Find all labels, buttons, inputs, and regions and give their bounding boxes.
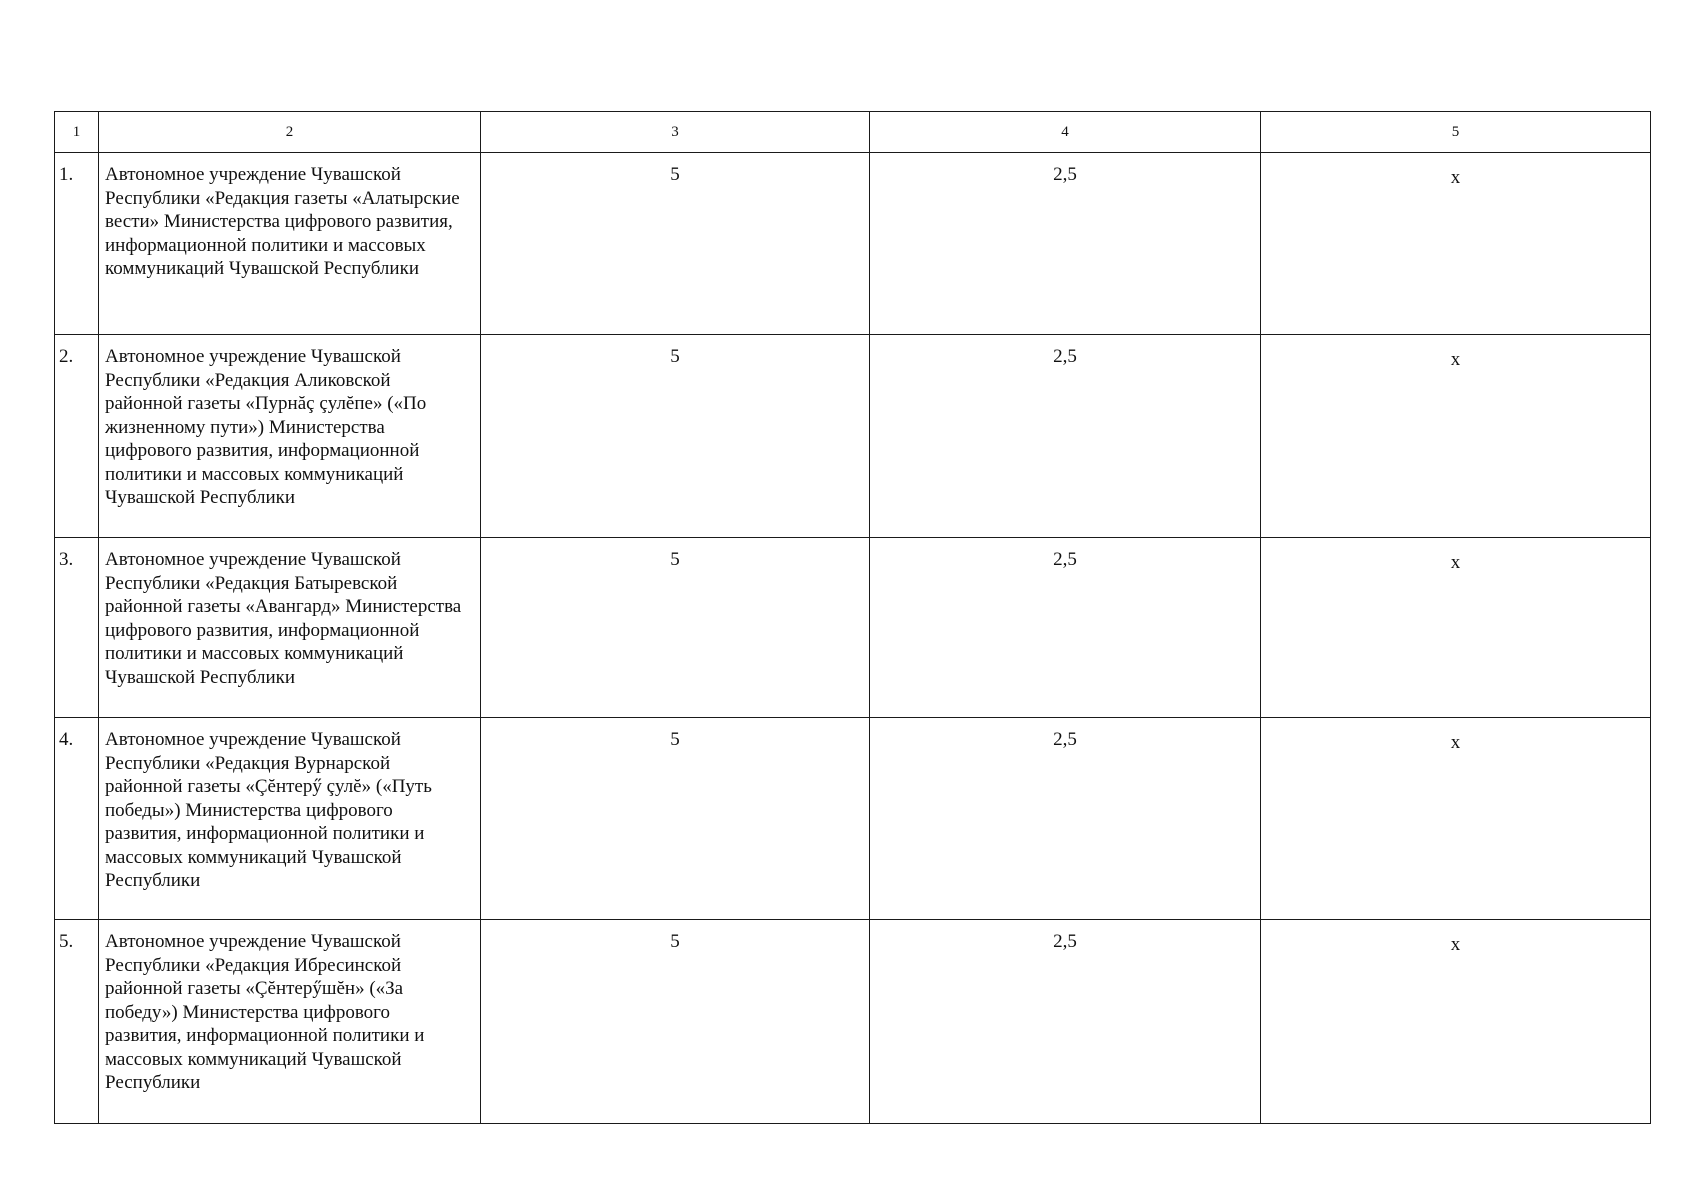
row-number: 5. [55, 920, 99, 1124]
column-5-value: х [1261, 335, 1651, 538]
column-4-value: 2,5 [870, 920, 1261, 1124]
row-number: 3. [55, 538, 99, 718]
column-4-value: 2,5 [870, 153, 1261, 335]
row-number: 4. [55, 718, 99, 920]
column-header-2: 2 [99, 112, 481, 153]
organization-name: Автономное учреждение Чувашской Республики «Редакция Ибресинской районной газеты «Çĕнтерӳшĕн» («За победу») Министерства цифрового развития, информационной политики и массовых коммуникаций Чувашской Республики [99, 920, 481, 1124]
column-3-value: 5 [481, 153, 870, 335]
column-3-value: 5 [481, 718, 870, 920]
column-header-3: 3 [481, 112, 870, 153]
column-header-4: 4 [870, 112, 1261, 153]
column-3-value: 5 [481, 335, 870, 538]
column-4-value: 2,5 [870, 538, 1261, 718]
column-header-5: 5 [1261, 112, 1651, 153]
table-row [55, 538, 1651, 718]
column-4-value: 2,5 [870, 718, 1261, 920]
organization-name: Автономное учреждение Чувашской Республики «Редакция Аликовской районной газеты «Пурнăç çулĕпе» («По жизненному пути») Министерства цифрового развития, информационной политики и массовых коммуникаций Чувашской Республики [99, 335, 481, 538]
column-5-value: х [1261, 718, 1651, 920]
table-row [55, 153, 1651, 335]
data-table [54, 111, 1651, 1124]
organization-name: Автономное учреждение Чувашской Республики «Редакция Вурнарской районной газеты «Çĕнтерӳ çулĕ» («Путь победы») Министерства цифрового развития, информационной политики и массовых коммуникаций Чувашской Республики [99, 718, 481, 920]
column-5-value: х [1261, 538, 1651, 718]
table-row [55, 718, 1651, 920]
organization-name: Автономное учреждение Чувашской Республики «Редакция газеты «Алатырские вести» Министерства цифрового развития, информационной политики и массовых коммуникаций Чувашской Республики [99, 153, 481, 335]
row-number: 1. [55, 153, 99, 335]
organization-name: Автономное учреждение Чувашской Республики «Редакция Батыревской районной газеты «Авангард» Министерства цифрового развития, информационной политики и массовых коммуникаций Чувашской Республики [99, 538, 481, 718]
table-row [55, 335, 1651, 538]
column-5-value: х [1261, 920, 1651, 1124]
table-row [55, 920, 1651, 1124]
column-4-value: 2,5 [870, 335, 1261, 538]
column-5-value: х [1261, 153, 1651, 335]
column-3-value: 5 [481, 538, 870, 718]
column-3-value: 5 [481, 920, 870, 1124]
header-row [55, 112, 1651, 153]
column-header-1: 1 [55, 112, 99, 153]
row-number: 2. [55, 335, 99, 538]
